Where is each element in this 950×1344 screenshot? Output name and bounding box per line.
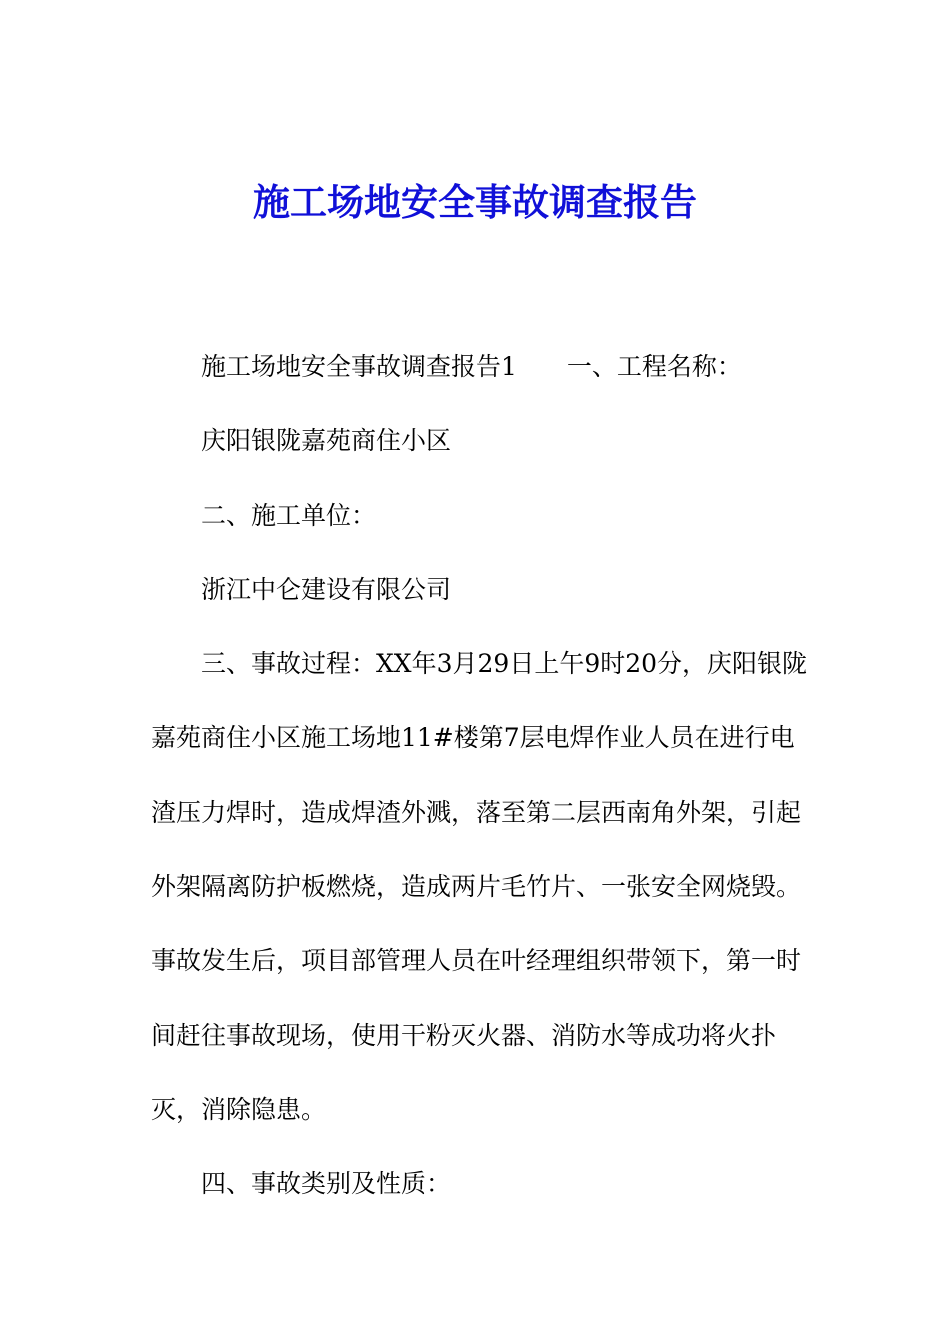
paragraph-accident-process: 三、事故过程：XX年3月29日上午9时20分，庆阳银陇嘉苑商住小区施工场地11#楼第7层电焊作业人员在进行电渣压力焊时，造成焊渣外溅，落至第二层西南角外架，引起外架隔离防护板燃烧，造成两片毛竹片、一张安全网烧毁。事故发生后，项目部管理人员在叶经理组织带领下，第一时间赶往事故现场，使用干粉灭火器、消防水等成功将火扑灭，消除隐患。 <box>151 649 808 1124</box>
paragraph-contractor-value: 浙江中仑建设有限公司 <box>201 574 452 604</box>
document-body <box>151 330 811 1222</box>
document-title: 施工场地安全事故调查报告 <box>253 180 697 224</box>
paragraph-project-name: 施工场地安全事故调查报告1 一、工程名称： <box>201 352 742 381</box>
paragraph-project-value: 庆阳银陇嘉苑商住小区 <box>201 426 452 456</box>
paragraph-contractor-label: 二、施工单位： <box>201 500 377 530</box>
paragraph-accident-category: 四、事故类别及性质： <box>201 1169 452 1199</box>
